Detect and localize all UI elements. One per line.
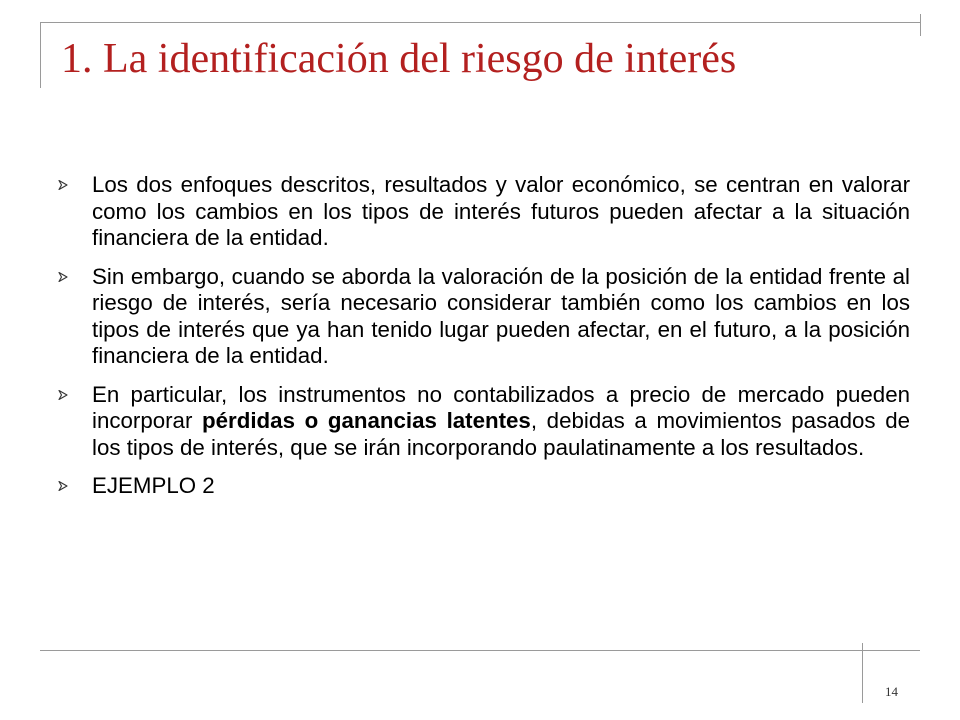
arrowhead-bullet-icon (58, 481, 68, 491)
title-left-rule (40, 22, 41, 88)
bullet-text: Los dos enfoques descritos, resultados y valor económico, se centran en valorar como los cambios en los tipos de interés futuros pueden afectar a la situación financiera de la entidad. (92, 172, 910, 250)
bullet-item (58, 172, 910, 252)
arrowhead-bullet-icon (58, 272, 68, 282)
bullet-text-bold: pérdidas o ganancias latentes (202, 408, 531, 433)
arrowhead-bullet-icon (58, 390, 68, 400)
bullet-list (58, 172, 910, 512)
arrowhead-bullet-icon (58, 180, 68, 190)
bullet-text-after: , debidas a movimientos pasados de los tipos de interés, que se irán incorporando paulatinamente a los resultados. (92, 408, 911, 460)
bottom-right-rule (862, 643, 863, 703)
bullet-item (58, 473, 910, 500)
bottom-rule (40, 650, 920, 651)
top-rule (40, 22, 920, 23)
page-number: 14 (885, 684, 898, 699)
bullet-text: Sin embargo, cuando se aborda la valoración de la posición de la entidad frente al riesgo de interés, sería necesario considerar también como los cambios en los tipos de interés que ya han tenido lugar pueden afectar, en el futuro, a la posición financiera de la entidad. (92, 263, 910, 368)
slide-title: 1. La identificación del riesgo de interés (61, 36, 737, 82)
top-right-rule (920, 14, 921, 36)
bullet-text-before: En particular, los instrumentos no contabilizados a precio de mercado pueden incorporar (92, 381, 910, 433)
bullet-item (58, 382, 910, 462)
bullet-text: EJEMPLO 2 (92, 473, 215, 498)
bullet-item (58, 264, 910, 370)
